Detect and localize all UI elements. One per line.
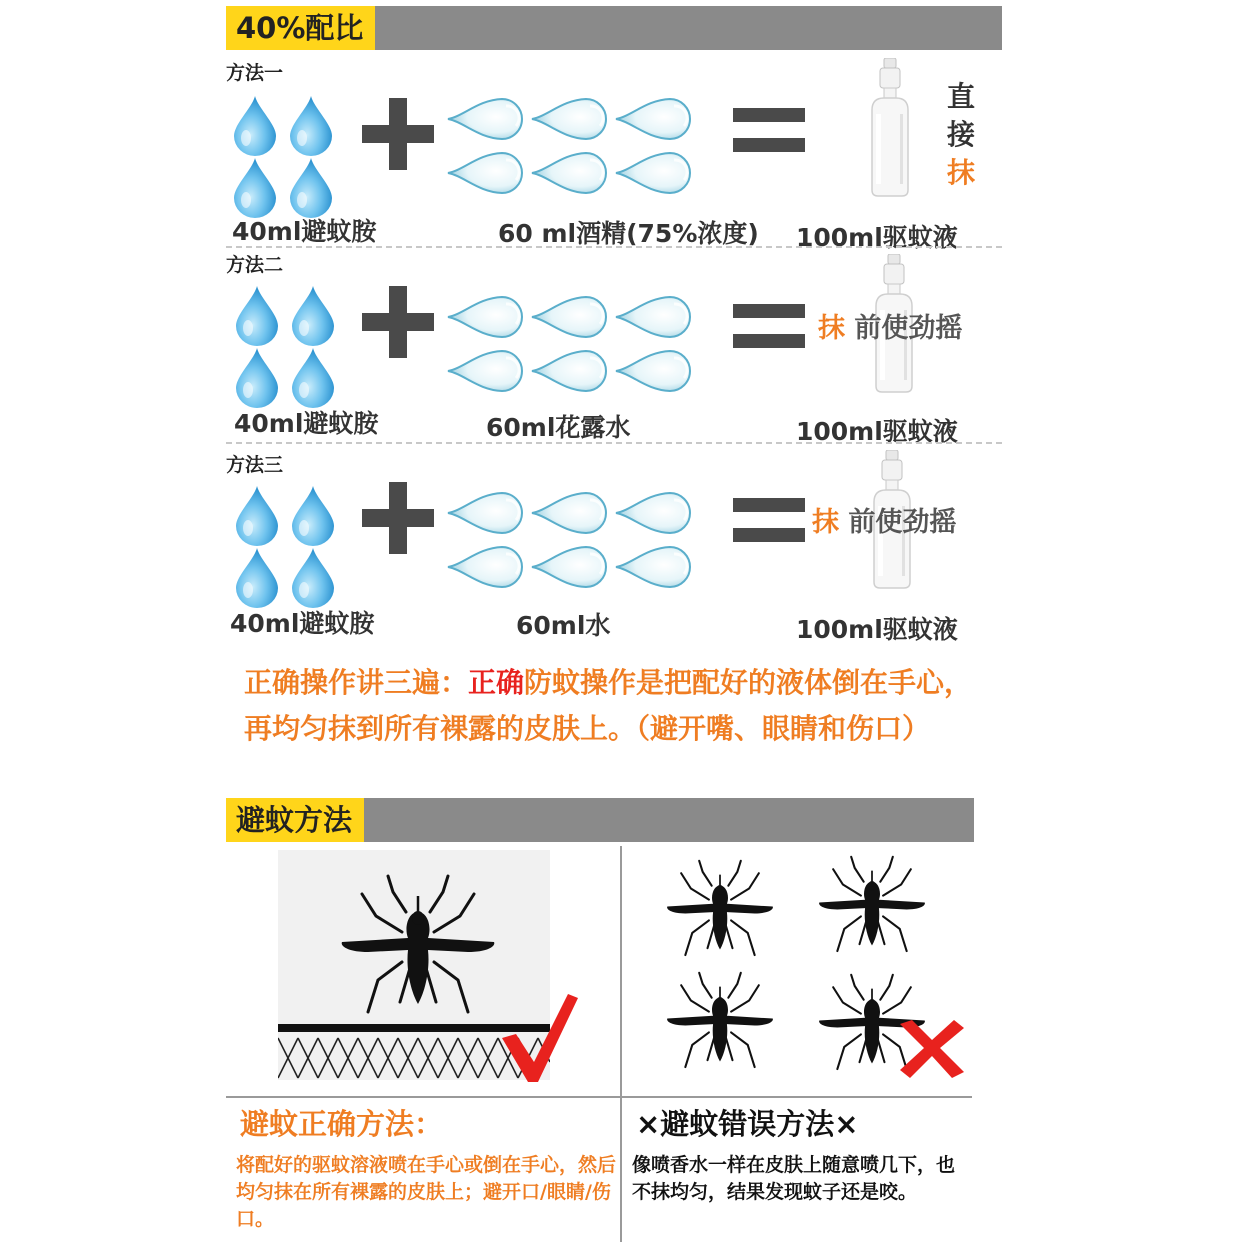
repellent-drops-icon (232, 284, 342, 404)
note-rest: 前使劲摇 (854, 313, 963, 344)
spray-bottle-icon (862, 58, 918, 198)
mosquito-icon (816, 854, 928, 958)
repellent-drops-icon (232, 484, 342, 604)
method-2-note (818, 306, 962, 345)
wrong-method-text: 像喷香水一样在皮肤上随意喷几下，也不抹均匀，结果发现蚊子还是咬。 (632, 1154, 956, 1203)
plus-icon (362, 286, 434, 358)
check-mark-icon (498, 990, 582, 1086)
method-3-middle-qty: 60ml水 (516, 611, 611, 640)
section-title-ratio: 40%配比 (226, 6, 375, 50)
method-3-result-qty: 100ml驱蚊液 (796, 615, 958, 644)
note-prefix: 抹 (812, 507, 839, 538)
note-prefix: 抹 (818, 313, 845, 344)
usage-tip (244, 660, 994, 752)
divider (226, 246, 1002, 248)
correct-method-title: 避蚊正确方法： (240, 1107, 444, 1141)
method-2-result-qty: 100ml驱蚊液 (796, 417, 958, 446)
liquid-drops-icon (446, 92, 696, 202)
equals-icon (733, 304, 805, 348)
section-title-methods: 避蚊方法 (226, 798, 364, 842)
mosquito-icon (664, 970, 776, 1074)
plus-icon (362, 482, 434, 554)
tip-lead: 正确操作讲三遍： (244, 666, 469, 699)
note-char-2: 接 (946, 118, 975, 151)
method-1-result-qty: 100ml驱蚊液 (796, 223, 958, 252)
cross-mark-icon (896, 1018, 968, 1080)
note-char-1: 直 (946, 80, 975, 113)
note-rest: 前使劲摇 (848, 507, 957, 538)
mosquito-icon (338, 872, 498, 1022)
equals-icon (733, 108, 805, 152)
method-3-label: 方法三 (226, 454, 284, 476)
plus-icon (362, 98, 434, 170)
method-1-note (944, 78, 978, 192)
wrong-method-title: ×避蚊错误方法× (636, 1107, 859, 1141)
mosquito-icon (664, 858, 776, 962)
section-header-methods (226, 798, 974, 842)
equals-icon (733, 498, 805, 542)
method-1-middle-qty: 60 ml酒精(75%浓度) (498, 219, 759, 248)
tip-highlight: 正确 (468, 666, 525, 699)
method-3-note (812, 500, 956, 539)
liquid-drops-icon (446, 290, 696, 400)
method-2-middle-qty: 60ml花露水 (486, 413, 631, 442)
method-2-label: 方法二 (226, 254, 284, 276)
section-header-ratio (226, 6, 1002, 50)
repellent-drops-icon (230, 94, 340, 214)
method-3-left-qty: 40ml避蚊胺 (230, 609, 375, 638)
row-divider (226, 1096, 972, 1098)
liquid-drops-icon (446, 486, 696, 596)
note-char-3: 抹 (946, 156, 975, 189)
method-2-left-qty: 40ml避蚊胺 (234, 409, 379, 438)
correct-method-text: 将配好的驱蚊溶液喷在手心或倒在手心，然后均匀抹在所有裸露的皮肤上；避开口/眼睛/伤口。 (236, 1154, 617, 1230)
column-divider (620, 846, 622, 1242)
tip-body: 防蚊操作是把配好的液体倒在手心，再均匀抹到所有裸露的皮肤上。（避开嘴、眼睛和伤口） (244, 666, 973, 745)
method-1-label: 方法一 (226, 62, 284, 84)
divider (226, 442, 1002, 444)
method-1-left-qty: 40ml避蚊胺 (232, 217, 377, 246)
